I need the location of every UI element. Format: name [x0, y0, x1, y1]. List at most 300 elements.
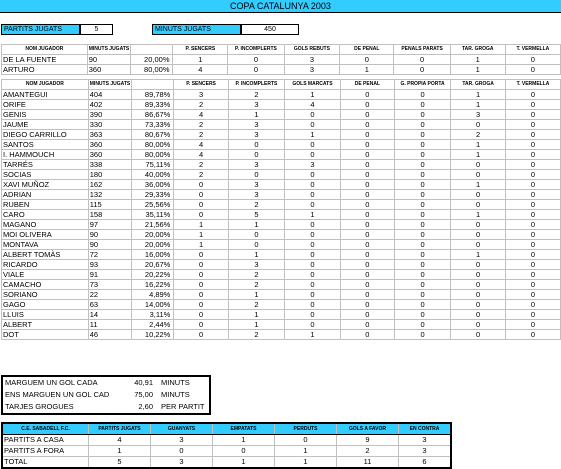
player-cell[interactable]: 0	[284, 190, 340, 200]
player-cell[interactable]: 2	[228, 90, 284, 100]
player-cell[interactable]: 0	[340, 180, 394, 190]
player-cell[interactable]: 0	[174, 300, 228, 310]
player-cell[interactable]: 2,44%	[132, 320, 174, 330]
player-cell[interactable]: 0	[451, 230, 506, 240]
player-cell[interactable]: 0	[174, 180, 228, 190]
player-cell[interactable]: 0	[506, 120, 561, 130]
player-cell[interactable]: 80,67%	[132, 130, 174, 140]
goalkeeper-cell[interactable]: 1	[173, 55, 228, 65]
player-cell[interactable]: 0	[394, 100, 450, 110]
player-cell[interactable]: 3	[228, 120, 284, 130]
player-cell[interactable]: 0	[506, 200, 561, 210]
player-cell[interactable]: 0	[340, 140, 394, 150]
player-cell[interactable]: 158	[88, 210, 131, 220]
player-cell[interactable]: 360	[88, 150, 131, 160]
player-cell[interactable]: 1	[228, 320, 284, 330]
player-cell[interactable]: 0	[506, 100, 561, 110]
player-cell[interactable]: 0	[284, 180, 340, 190]
player-cell[interactable]: 97	[88, 220, 131, 230]
player-cell[interactable]: 0	[174, 250, 228, 260]
player-cell[interactable]: SOCIAS	[2, 170, 89, 180]
player-cell[interactable]: 0	[340, 130, 394, 140]
player-cell[interactable]: 0	[394, 330, 450, 340]
player-cell[interactable]: 162	[88, 180, 131, 190]
player-cell[interactable]: 2	[228, 200, 284, 210]
player-cell[interactable]: 0	[284, 280, 340, 290]
player-cell[interactable]: AMANTEGUI	[2, 90, 89, 100]
player-cell[interactable]: 0	[506, 180, 561, 190]
player-cell[interactable]: 2	[228, 280, 284, 290]
sabadell-cell[interactable]: PARTITS A CASA	[2, 435, 89, 446]
player-cell[interactable]: 10,22%	[132, 330, 174, 340]
player-cell[interactable]: 0	[228, 170, 284, 180]
player-cell[interactable]: 0	[394, 170, 450, 180]
player-cell[interactable]: 0	[394, 220, 450, 230]
player-cell[interactable]: 2	[228, 330, 284, 340]
player-cell[interactable]: 0	[340, 120, 394, 130]
player-cell[interactable]: 0	[174, 330, 228, 340]
sabadell-cell[interactable]: 3	[151, 435, 213, 446]
player-cell[interactable]: 0	[451, 160, 506, 170]
player-cell[interactable]: 0	[174, 280, 228, 290]
player-cell[interactable]: 0	[506, 320, 561, 330]
player-cell[interactable]: 1	[228, 250, 284, 260]
player-cell[interactable]: 0	[451, 290, 506, 300]
goalkeeper-cell[interactable]: 360	[87, 65, 130, 75]
player-cell[interactable]: 1	[228, 290, 284, 300]
player-cell[interactable]: DOT	[2, 330, 89, 340]
player-cell[interactable]: 35,11%	[132, 210, 174, 220]
goalkeeper-cell[interactable]: 0	[505, 65, 560, 75]
player-cell[interactable]: CAMACHO	[2, 280, 89, 290]
player-cell[interactable]: 0	[174, 270, 228, 280]
player-cell[interactable]: SORIANO	[2, 290, 89, 300]
sabadell-cell[interactable]: 1	[89, 446, 151, 457]
sabadell-header-cell: PARTITS JUGATS	[89, 423, 151, 435]
sabadell-cell[interactable]: 2	[337, 446, 399, 457]
player-cell[interactable]: 0	[284, 200, 340, 210]
sabadell-cell[interactable]: 11	[337, 457, 399, 469]
player-cell[interactable]: RICARDO	[2, 260, 89, 270]
player-cell[interactable]: 3	[228, 160, 284, 170]
player-cell[interactable]: 0	[284, 270, 340, 280]
player-cell[interactable]: 1	[284, 130, 340, 140]
player-cell[interactable]: 0	[394, 150, 450, 160]
sabadell-header-cell: EN CONTRA	[399, 423, 452, 435]
player-cell[interactable]: 0	[284, 170, 340, 180]
player-cell[interactable]: 20,67%	[132, 260, 174, 270]
player-cell[interactable]: 0	[394, 110, 450, 120]
player-cell[interactable]: 72	[88, 250, 131, 260]
goalkeeper-cell[interactable]: 0	[394, 55, 450, 65]
sabadell-cell[interactable]: 0	[151, 446, 213, 457]
player-cell[interactable]: 90	[88, 240, 131, 250]
player-cell[interactable]: 0	[506, 140, 561, 150]
player-cell[interactable]: 0	[506, 250, 561, 260]
player-cell[interactable]: MOI OLIVERA	[2, 230, 89, 240]
player-cell[interactable]: 0	[506, 240, 561, 250]
player-cell[interactable]: 2	[174, 170, 228, 180]
sabadell-cell[interactable]: 4	[89, 435, 151, 446]
player-cell[interactable]: 0	[284, 250, 340, 260]
sabadell-cell[interactable]: 0	[275, 435, 337, 446]
player-cell[interactable]: 1	[284, 330, 340, 340]
player-cell[interactable]: 1	[451, 150, 506, 160]
player-cell[interactable]: 0	[284, 150, 340, 160]
goalkeeper-cell[interactable]: DE LA FUENTE	[2, 55, 88, 65]
player-cell[interactable]: ORIFE	[2, 100, 89, 110]
player-cell[interactable]: 22	[88, 290, 131, 300]
player-cell[interactable]: 0	[284, 290, 340, 300]
player-cell[interactable]: 75,11%	[132, 160, 174, 170]
player-cell[interactable]: 0	[340, 170, 394, 180]
player-cell[interactable]: 0	[451, 170, 506, 180]
goalkeeper-cell[interactable]: 1	[450, 55, 505, 65]
player-cell[interactable]: 0	[506, 110, 561, 120]
player-cell[interactable]: 1	[451, 210, 506, 220]
player-cell[interactable]: 0	[340, 190, 394, 200]
player-cell[interactable]: 46	[88, 330, 131, 340]
player-cell[interactable]: 0	[340, 110, 394, 120]
player-cell[interactable]: 0	[394, 190, 450, 200]
player-cell[interactable]: 330	[88, 120, 131, 130]
player-cell[interactable]: 0	[228, 240, 284, 250]
player-cell[interactable]: 1	[451, 90, 506, 100]
goalkeeper-cell[interactable]: 4	[173, 65, 228, 75]
player-cell[interactable]: RUBEN	[2, 200, 89, 210]
player-cell[interactable]: 0	[506, 220, 561, 230]
player-cell[interactable]: 0	[394, 210, 450, 220]
player-cell[interactable]: 86,67%	[132, 110, 174, 120]
player-cell[interactable]: 1	[174, 240, 228, 250]
sabadell-cell[interactable]: 3	[399, 435, 452, 446]
player-cell[interactable]: 0	[340, 90, 394, 100]
player-cell[interactable]: 89,78%	[132, 90, 174, 100]
player-cell[interactable]: 14	[88, 310, 131, 320]
player-cell[interactable]: 0	[284, 220, 340, 230]
player-cell[interactable]: 0	[394, 270, 450, 280]
player-cell[interactable]: 0	[506, 170, 561, 180]
player-cell[interactable]: 3	[174, 90, 228, 100]
player-cell[interactable]: ADRIAN	[2, 190, 89, 200]
sabadell-cell[interactable]: 1	[275, 457, 337, 469]
player-cell[interactable]: 0	[394, 310, 450, 320]
player-cell[interactable]: 1	[284, 210, 340, 220]
player-cell[interactable]: 0	[340, 210, 394, 220]
player-cell[interactable]: 0	[394, 280, 450, 290]
goalkeeper-cell[interactable]: 90	[87, 55, 130, 65]
player-cell[interactable]: 0	[506, 90, 561, 100]
player-cell[interactable]: 0	[340, 260, 394, 270]
player-cell[interactable]: 4,89%	[132, 290, 174, 300]
player-cell[interactable]: 0	[340, 160, 394, 170]
player-cell[interactable]: 0	[506, 310, 561, 320]
player-cell[interactable]: 3	[228, 100, 284, 110]
player-cell[interactable]: 132	[88, 190, 131, 200]
player-cell[interactable]: 0	[174, 310, 228, 320]
player-cell[interactable]: 0	[340, 230, 394, 240]
player-cell[interactable]: 0	[394, 160, 450, 170]
player-cell[interactable]: 0	[506, 290, 561, 300]
player-cell[interactable]: 402	[88, 100, 131, 110]
player-cell[interactable]: 338	[88, 160, 131, 170]
player-cell[interactable]: 1	[451, 140, 506, 150]
goalkeeper-cell[interactable]: 20,00%	[131, 55, 173, 65]
player-cell[interactable]: 0	[451, 300, 506, 310]
sabadell-row	[2, 435, 451, 446]
player-cell[interactable]: 0	[284, 300, 340, 310]
player-cell[interactable]: 0	[394, 180, 450, 190]
player-cell[interactable]: 3	[451, 110, 506, 120]
player-cell[interactable]: ALBERT	[2, 320, 89, 330]
player-cell[interactable]: 0	[451, 240, 506, 250]
player-cell[interactable]: 0	[506, 130, 561, 140]
player-cell[interactable]: 1	[174, 230, 228, 240]
sabadell-cell[interactable]: 9	[337, 435, 399, 446]
goalkeeper-cell[interactable]: 0	[394, 65, 450, 75]
player-cell[interactable]: 0	[394, 320, 450, 330]
partits-jugats-value[interactable]: 5	[80, 24, 113, 35]
player-header-cell: DE PENAL	[340, 80, 394, 90]
player-cell[interactable]: 0	[394, 230, 450, 240]
player-cell[interactable]: 0	[506, 270, 561, 280]
player-cell[interactable]: 0	[174, 320, 228, 330]
player-cell[interactable]: 0	[284, 120, 340, 130]
player-cell[interactable]: 1	[228, 220, 284, 230]
player-cell[interactable]: 0	[228, 150, 284, 160]
player-cell[interactable]: GENIS	[2, 110, 89, 120]
player-cell[interactable]: VIALE	[2, 270, 89, 280]
player-cell[interactable]: GAGO	[2, 300, 89, 310]
goalkeeper-cell[interactable]: 0	[228, 65, 284, 75]
player-cell[interactable]: 0	[340, 310, 394, 320]
player-cell[interactable]: 0	[284, 230, 340, 240]
player-cell[interactable]: 0	[394, 90, 450, 100]
player-cell[interactable]: ALBERT TOMÀS	[2, 250, 89, 260]
player-cell[interactable]: 3	[228, 130, 284, 140]
player-cell[interactable]: TARRÉS	[2, 160, 89, 170]
player-cell[interactable]: 20,22%	[132, 270, 174, 280]
player-cell[interactable]: 14,00%	[132, 300, 174, 310]
player-cell[interactable]: 0	[340, 270, 394, 280]
player-cell[interactable]: 63	[88, 300, 131, 310]
player-cell[interactable]: 0	[228, 140, 284, 150]
player-cell[interactable]: LLUIS	[2, 310, 89, 320]
player-cell[interactable]: 2	[174, 120, 228, 130]
player-cell[interactable]: 0	[394, 240, 450, 250]
player-cell[interactable]: 0	[451, 330, 506, 340]
player-cell[interactable]: 0	[340, 250, 394, 260]
player-cell[interactable]: 0	[451, 120, 506, 130]
player-cell[interactable]: SANTOS	[2, 140, 89, 150]
player-cell[interactable]: 3	[228, 190, 284, 200]
player-cell[interactable]: 0	[506, 210, 561, 220]
player-cell[interactable]: 73,33%	[132, 120, 174, 130]
goalkeeper-header-cell: T. VERMELLA	[505, 45, 560, 55]
player-cell[interactable]: 2	[174, 130, 228, 140]
sabadell-cell[interactable]: 3	[151, 457, 213, 469]
player-cell[interactable]: 0	[340, 200, 394, 210]
player-cell[interactable]: 0	[284, 110, 340, 120]
player-cell[interactable]: 1	[451, 180, 506, 190]
player-cell[interactable]: CARO	[2, 210, 89, 220]
player-cell[interactable]: MAGANO	[2, 220, 89, 230]
player-cell[interactable]: 80,00%	[132, 140, 174, 150]
player-cell[interactable]: 89,33%	[132, 100, 174, 110]
player-cell[interactable]: 0	[284, 140, 340, 150]
player-cell[interactable]: 3,11%	[132, 310, 174, 320]
sabadell-cell[interactable]: 1	[275, 446, 337, 457]
sabadell-cell[interactable]: PARTITS A FORA	[2, 446, 89, 457]
player-cell[interactable]: XAVI MUÑOZ	[2, 180, 89, 190]
player-cell[interactable]: 1	[228, 310, 284, 320]
player-cell[interactable]: 0	[451, 270, 506, 280]
sabadell-cell[interactable]: 3	[399, 446, 452, 457]
sabadell-cell[interactable]: 0	[213, 446, 275, 457]
player-cell[interactable]: 2	[451, 130, 506, 140]
player-cell[interactable]: 4	[174, 150, 228, 160]
player-cell[interactable]: 2	[174, 160, 228, 170]
player-cell[interactable]: 3	[228, 180, 284, 190]
player-cell[interactable]: 1	[451, 100, 506, 110]
player-cell[interactable]: 20,00%	[132, 230, 174, 240]
player-cell[interactable]: I. HAMMOUCH	[2, 150, 89, 160]
player-cell[interactable]: 1	[284, 90, 340, 100]
player-cell[interactable]: 0	[506, 280, 561, 290]
player-cell[interactable]: 0	[506, 190, 561, 200]
goalkeeper-cell[interactable]: 3	[284, 55, 340, 65]
player-cell[interactable]: 0	[340, 100, 394, 110]
player-cell[interactable]: 0	[394, 290, 450, 300]
player-cell[interactable]: 0	[340, 290, 394, 300]
player-cell[interactable]: 0	[506, 300, 561, 310]
player-cell[interactable]: 0	[506, 230, 561, 240]
player-cell[interactable]: 0	[451, 260, 506, 270]
player-cell[interactable]: 0	[451, 220, 506, 230]
sabadell-cell[interactable]: 5	[89, 457, 151, 469]
player-cell[interactable]: 3	[284, 160, 340, 170]
player-row	[2, 110, 561, 120]
player-cell[interactable]: 0	[340, 220, 394, 230]
player-cell[interactable]: 0	[451, 190, 506, 200]
player-cell[interactable]: 93	[88, 260, 131, 270]
player-cell[interactable]: 2	[228, 270, 284, 280]
player-cell[interactable]: 0	[340, 300, 394, 310]
player-cell[interactable]: 0	[340, 280, 394, 290]
player-cell[interactable]: MONTAVA	[2, 240, 89, 250]
player-cell[interactable]: 390	[88, 110, 131, 120]
player-cell[interactable]: 11	[88, 320, 131, 330]
player-cell[interactable]: DIEGO CARRILLO	[2, 130, 89, 140]
player-cell[interactable]: 29,33%	[132, 190, 174, 200]
sabadell-cell[interactable]: 1	[213, 457, 275, 469]
player-cell[interactable]: 0	[174, 290, 228, 300]
player-cell[interactable]: 0	[394, 130, 450, 140]
player-cell[interactable]: 0	[451, 280, 506, 290]
player-cell[interactable]: 1	[174, 220, 228, 230]
player-cell[interactable]: 0	[174, 200, 228, 210]
player-cell[interactable]: 0	[451, 320, 506, 330]
goalkeeper-cell[interactable]: 3	[284, 65, 340, 75]
goalkeeper-cell[interactable]: 1	[450, 65, 505, 75]
player-cell[interactable]: 180	[88, 170, 131, 180]
player-row	[2, 270, 561, 280]
player-cell[interactable]: 73	[88, 280, 131, 290]
player-cell[interactable]: 0	[394, 300, 450, 310]
player-cell[interactable]: 20,00%	[132, 240, 174, 250]
player-cell[interactable]: 0	[284, 240, 340, 250]
player-cell[interactable]: 360	[88, 140, 131, 150]
player-cell[interactable]: 0	[394, 260, 450, 270]
player-cell[interactable]: 2	[174, 100, 228, 110]
player-cell[interactable]: 16,00%	[132, 250, 174, 260]
player-cell[interactable]: 2	[228, 300, 284, 310]
player-cell[interactable]: 36,00%	[132, 180, 174, 190]
sabadell-cell[interactable]: 1	[213, 435, 275, 446]
goalkeeper-cell[interactable]: 0	[228, 55, 284, 65]
player-cell[interactable]: 0	[228, 230, 284, 240]
player-cell[interactable]: 1	[451, 250, 506, 260]
player-cell[interactable]: 0	[506, 330, 561, 340]
player-cell[interactable]: JAUME	[2, 120, 89, 130]
minuts-jugats-value[interactable]: 450	[241, 24, 299, 35]
goalkeeper-cell[interactable]: 80,00%	[131, 65, 173, 75]
player-cell[interactable]: 0	[340, 150, 394, 160]
player-cell[interactable]: 0	[284, 320, 340, 330]
player-cell[interactable]: 115	[88, 200, 131, 210]
goalkeeper-cell[interactable]: 0	[505, 55, 560, 65]
player-cell[interactable]: 0	[506, 260, 561, 270]
player-cell[interactable]: 363	[88, 130, 131, 140]
player-cell[interactable]: 0	[174, 260, 228, 270]
player-cell[interactable]: 0	[451, 310, 506, 320]
player-cell[interactable]: 404	[88, 90, 131, 100]
player-cell[interactable]: 4	[174, 140, 228, 150]
goalkeeper-cell[interactable]: ARTURO	[2, 65, 88, 75]
player-cell[interactable]: 1	[228, 110, 284, 120]
goalkeeper-cell[interactable]: 0	[340, 55, 394, 65]
player-cell[interactable]: 0	[340, 320, 394, 330]
player-cell[interactable]: 0	[394, 140, 450, 150]
player-cell[interactable]: 0	[340, 240, 394, 250]
player-cell[interactable]: 0	[394, 120, 450, 130]
player-cell[interactable]: 0	[394, 200, 450, 210]
player-cell[interactable]: 25,56%	[132, 200, 174, 210]
player-cell[interactable]: 5	[228, 210, 284, 220]
player-cell[interactable]: 0	[394, 250, 450, 260]
player-cell[interactable]: 0	[506, 160, 561, 170]
player-cell[interactable]: 0	[451, 200, 506, 210]
goalkeeper-cell[interactable]: 1	[340, 65, 394, 75]
player-cell[interactable]: 0	[506, 150, 561, 160]
player-cell[interactable]: 0	[284, 260, 340, 270]
sabadell-cell[interactable]: TOTAL	[2, 457, 89, 469]
player-cell[interactable]: 91	[88, 270, 131, 280]
player-cell[interactable]: 21,56%	[132, 220, 174, 230]
player-cell[interactable]: 0	[174, 210, 228, 220]
player-cell[interactable]: 40,00%	[132, 170, 174, 180]
player-cell[interactable]: 0	[284, 310, 340, 320]
sabadell-cell[interactable]: 6	[399, 457, 452, 469]
player-cell[interactable]: 90	[88, 230, 131, 240]
player-cell[interactable]: 3	[228, 260, 284, 270]
player-cell[interactable]: 4	[174, 110, 228, 120]
player-cell[interactable]: 0	[340, 330, 394, 340]
player-cell[interactable]: 0	[174, 190, 228, 200]
player-cell[interactable]: 16,22%	[132, 280, 174, 290]
player-cell[interactable]: 80,00%	[132, 150, 174, 160]
player-cell[interactable]: 4	[284, 100, 340, 110]
